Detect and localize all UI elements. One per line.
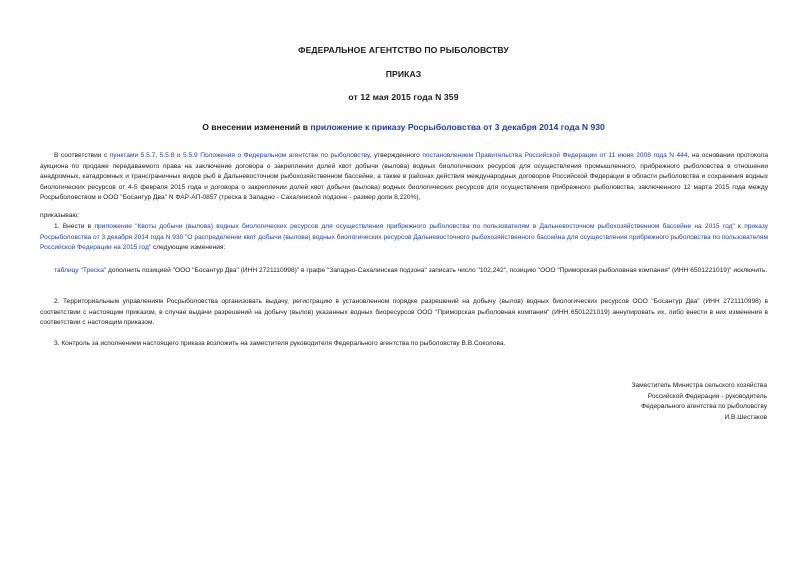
- signature-block: [631, 381, 767, 423]
- cod-table-link[interactable]: таблицу "Треска": [54, 267, 107, 274]
- item-2-paragraph: 2. Территориальным управлениям Росрыболовства организовать выдачу, регистрацию в установленном порядке разрешений на добычу (вылов) водных биологических ресурсов ООО "Босантур Два" (ИНН 2721110998) в соответствии с настоящим приказом, в случае выдачи разрешений на добычу (вылов) указанных водных биоресурсов ООО "Приморская рыболовная компания" (ИНН 6501221019) аннулировать их, либо внести в них изменения в соответствии с настоящим приказом.: [40, 298, 768, 326]
- title-prefix: О внесении изменений в: [202, 122, 311, 132]
- government-decree-link[interactable]: постановлением Правительства Российской Федерации от 11 июня 2008 года N 444: [422, 152, 688, 159]
- item-1-sub-text: дополнить позицией "ООО "Босантур Два" (ИНН 2721110998)" в графе "Западно-Сахалинская подзона" записать число "102,242", позицию "ООО "Приморская рыболовная компания" (ИНН 6501221019)" исключить.: [106, 267, 768, 274]
- item-3-paragraph: 3. Контроль за исполнением настоящего приказа возложить на заместителя руководителя Федерального агентства по рыболовству В.В.Соколова.: [54, 340, 506, 347]
- document-date-number: от 12 мая 2015 года N 359: [348, 92, 459, 102]
- title-link[interactable]: приложение к приказу Росрыболовства от 3 декабря 2014 года N 930: [310, 122, 605, 132]
- item-1-sub-paragraph: [40, 266, 768, 277]
- quota-appendix-link[interactable]: приложение "Квоты добычи (вылова) водных биологических ресурсов для осуществления прибрежного рыболовства по пользователям в Дальневосточном рыбохозяйственном бассейне на 2015 год": [94, 223, 735, 230]
- regulation-link[interactable]: пунктами 5.5.7, 5.5.8 и 5.5.9 Положения о Федеральном агентстве по рыболовству: [109, 152, 370, 159]
- preamble-text-3: , на основании протокола аукциона по продаже передаваемого права на заключение договора о закреплении долей квот добычи (вылова) водных биологических ресурсов для осуществления промышленного, прибрежного рыболовства в отношении анадромных, катадромных и трансграничных видов рыб в Дальневосточном рыбохозяйственном бассейне, а также в районах действия международных договоров Российской Федерации в области рыболовства и сохранения водных биологических ресурсов от 4-5 февраля 2015 года и договора о закреплении долей квот добычи (вылова) водных биологических ресурсов для осуществления прибрежного рыболовства, заключенного 12 марта 2015 года между Росрыболовством и ООО "Босантур Два" N ФАР-АП-0857 (треска в Западно - Сахалинской подзоне - размер доли 8,220%),: [40, 152, 768, 201]
- preamble-paragraph: [40, 151, 768, 204]
- signature-name: И.В.Шестаков: [724, 413, 767, 421]
- preamble-text-2: , утвержденного: [369, 152, 423, 159]
- document-type: ПРИКАЗ: [385, 69, 422, 79]
- signature-line-2: Российской Федерации - руководитель: [647, 392, 767, 400]
- order-930-link[interactable]: приказу Росрыболовства от 3 декабря 2014 года N 930 "О распределении квот добычи (вылова) водных биологических ресурсов Дальневосточного рыбохозяйственного бассейна для осуществления прибрежного рыболовства по пользователям Российской Федерации на 2015 год": [40, 223, 768, 251]
- preamble-text-1: В соответствии с: [54, 152, 110, 159]
- signature-line-3: Федерального агентства по рыболовству: [641, 403, 767, 410]
- item-1-text-3: следующие изменения:: [151, 244, 226, 251]
- item-1-text-2: к: [734, 223, 745, 230]
- item-1-text-1: 1. Внести в: [54, 223, 95, 230]
- signature-line-1: Заместитель Министра сельского хозяйства: [631, 382, 767, 389]
- order-word: приказываю:: [40, 212, 80, 219]
- agency-name: ФЕДЕРАЛЬНОЕ АГЕНТСТВО ПО РЫБОЛОВСТВУ: [298, 45, 509, 55]
- item-1-paragraph: [40, 222, 768, 254]
- document-title: [0, 122, 807, 132]
